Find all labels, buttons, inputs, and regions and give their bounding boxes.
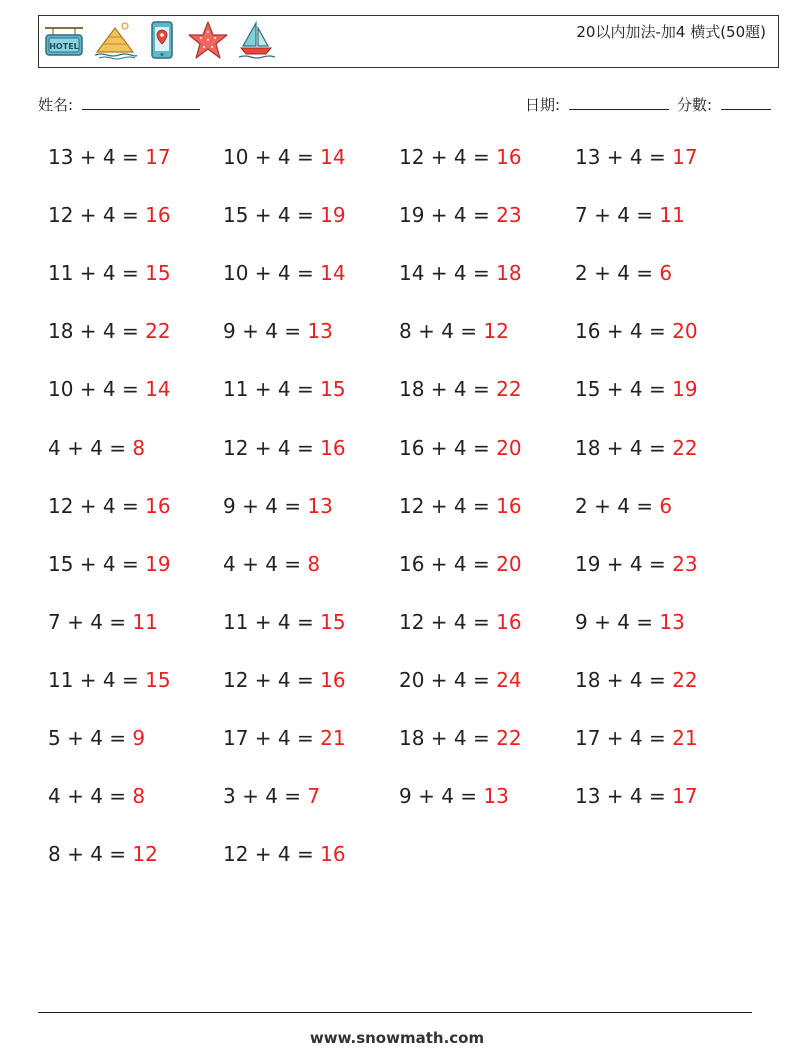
sailboat-icon bbox=[237, 20, 275, 60]
problem-question: 12 + 4 = bbox=[48, 203, 146, 228]
problem-item bbox=[223, 377, 346, 401]
problem-item bbox=[399, 668, 522, 692]
problem-answer: 16 bbox=[320, 435, 346, 460]
problem-answer: 14 bbox=[320, 145, 346, 169]
problem-item bbox=[575, 552, 698, 576]
problem-question: 11 + 4 = bbox=[223, 609, 321, 634]
problem-item bbox=[48, 552, 171, 576]
problem-answer: 8 bbox=[307, 551, 321, 576]
problem-answer: 8 bbox=[132, 784, 146, 809]
problem-item bbox=[575, 726, 698, 750]
problem-item bbox=[223, 552, 320, 576]
problem-item bbox=[575, 145, 698, 169]
problem-answer: 20 bbox=[496, 435, 522, 460]
problem-answer: 11 bbox=[659, 203, 685, 228]
problem-item bbox=[223, 726, 346, 750]
problem-answer: 8 bbox=[132, 435, 146, 460]
problem-question: 8 + 4 = bbox=[399, 319, 484, 344]
problem-item bbox=[223, 436, 346, 460]
problem-question: 12 + 4 = bbox=[223, 435, 321, 460]
problem-answer: 13 bbox=[483, 784, 509, 809]
problem-question: 16 + 4 = bbox=[575, 319, 673, 344]
problem-question: 4 + 4 = bbox=[48, 784, 133, 809]
problem-item bbox=[399, 436, 522, 460]
problem-answer: 14 bbox=[145, 377, 171, 402]
problem-answer: 6 bbox=[659, 261, 673, 286]
problem-answer: 16 bbox=[320, 667, 346, 692]
problem-question: 13 + 4 = bbox=[48, 145, 146, 169]
problem-answer: 19 bbox=[672, 377, 698, 402]
name-blank[interactable] bbox=[82, 96, 200, 110]
problem-question: 12 + 4 = bbox=[223, 667, 321, 692]
problem-question: 8 + 4 = bbox=[48, 842, 133, 867]
problem-question: 4 + 4 = bbox=[48, 435, 133, 460]
worksheet-header bbox=[38, 15, 779, 68]
problem-item bbox=[48, 261, 171, 285]
problem-answer: 22 bbox=[496, 377, 522, 402]
problem-item bbox=[575, 494, 672, 518]
problem-item bbox=[48, 377, 171, 401]
problem-answer: 19 bbox=[145, 551, 171, 576]
date-field bbox=[525, 94, 669, 115]
problem-answer: 15 bbox=[145, 667, 171, 692]
problem-answer: 9 bbox=[132, 726, 146, 750]
problem-answer: 22 bbox=[496, 726, 522, 750]
problem-question: 11 + 4 = bbox=[48, 667, 146, 692]
problem-item bbox=[223, 261, 346, 285]
problem-question: 11 + 4 = bbox=[223, 377, 321, 402]
problem-question: 15 + 4 = bbox=[48, 551, 146, 576]
problem-answer: 13 bbox=[307, 319, 333, 344]
problem-question: 10 + 4 = bbox=[223, 145, 321, 169]
date-label: 日期: bbox=[525, 96, 561, 114]
problem-question: 14 + 4 = bbox=[399, 261, 497, 286]
phone-location-icon bbox=[145, 20, 179, 60]
problem-item bbox=[48, 726, 145, 750]
problem-item bbox=[399, 203, 522, 227]
problem-item bbox=[399, 145, 522, 169]
problem-question: 18 + 4 = bbox=[575, 435, 673, 460]
problem-answer: 19 bbox=[320, 203, 346, 228]
problem-question: 16 + 4 = bbox=[399, 435, 497, 460]
problem-answer: 14 bbox=[320, 261, 346, 286]
problem-item bbox=[48, 842, 158, 866]
problem-item bbox=[223, 610, 346, 634]
problem-question: 9 + 4 = bbox=[223, 319, 308, 344]
problem-item bbox=[399, 784, 509, 808]
problem-question: 4 + 4 = bbox=[223, 551, 308, 576]
problem-answer: 20 bbox=[496, 551, 522, 576]
problem-question: 9 + 4 = bbox=[223, 493, 308, 518]
problem-question: 16 + 4 = bbox=[399, 551, 497, 576]
problem-item bbox=[399, 726, 522, 750]
problem-answer: 22 bbox=[672, 667, 698, 692]
problem-question: 17 + 4 = bbox=[575, 726, 673, 750]
name-label: 姓名: bbox=[38, 96, 74, 114]
problem-item bbox=[223, 203, 346, 227]
problem-question: 18 + 4 = bbox=[399, 377, 497, 402]
problem-item bbox=[48, 436, 145, 460]
problem-item bbox=[575, 319, 698, 343]
worksheet-title: 20以内加法-加4 横式(50題) bbox=[576, 23, 766, 41]
problem-question: 15 + 4 = bbox=[575, 377, 673, 402]
problem-item bbox=[399, 610, 522, 634]
problem-answer: 13 bbox=[659, 609, 685, 634]
problem-answer: 16 bbox=[496, 145, 522, 169]
problem-item bbox=[48, 610, 158, 634]
problem-question: 3 + 4 = bbox=[223, 784, 308, 809]
problem-item bbox=[399, 319, 509, 343]
footer-url: www.snowmath.com bbox=[309, 1029, 485, 1047]
problem-item bbox=[399, 377, 522, 401]
problem-question: 18 + 4 = bbox=[399, 726, 497, 750]
problem-question: 13 + 4 = bbox=[575, 784, 673, 809]
problem-question: 7 + 4 = bbox=[48, 609, 133, 634]
problem-answer: 16 bbox=[145, 493, 171, 518]
problem-question: 12 + 4 = bbox=[399, 145, 497, 169]
problem-answer: 15 bbox=[145, 261, 171, 286]
problem-answer: 12 bbox=[132, 842, 158, 867]
problem-item bbox=[575, 261, 672, 285]
problem-answer: 12 bbox=[483, 319, 509, 344]
problem-item bbox=[399, 261, 522, 285]
problem-item bbox=[575, 610, 685, 634]
problem-item bbox=[223, 145, 346, 169]
problem-answer: 16 bbox=[496, 493, 522, 518]
problem-question: 9 + 4 = bbox=[399, 784, 484, 809]
problem-item bbox=[48, 145, 171, 169]
problem-item bbox=[48, 784, 145, 808]
problem-question: 18 + 4 = bbox=[48, 319, 146, 344]
problem-question: 19 + 4 = bbox=[575, 551, 673, 576]
problem-question: 12 + 4 = bbox=[48, 493, 146, 518]
problem-question: 15 + 4 = bbox=[223, 203, 321, 228]
problem-answer: 15 bbox=[320, 377, 346, 402]
problem-answer: 21 bbox=[320, 726, 346, 750]
problem-question: 10 + 4 = bbox=[48, 377, 146, 402]
problem-answer: 6 bbox=[659, 493, 673, 518]
problem-question: 10 + 4 = bbox=[223, 261, 321, 286]
score-label: 分數: bbox=[677, 96, 713, 114]
problem-item bbox=[223, 668, 346, 692]
problem-answer: 17 bbox=[672, 784, 698, 809]
problem-question: 5 + 4 = bbox=[48, 726, 133, 750]
date-blank[interactable] bbox=[569, 96, 669, 110]
problem-question: 2 + 4 = bbox=[575, 261, 660, 286]
problem-answer: 16 bbox=[145, 203, 171, 228]
problem-answer: 20 bbox=[672, 319, 698, 344]
problem-item bbox=[223, 319, 333, 343]
problem-answer: 24 bbox=[496, 667, 522, 692]
footer-divider bbox=[38, 1012, 752, 1013]
problem-item bbox=[223, 494, 333, 518]
svg-text:HOTEL: HOTEL bbox=[49, 42, 79, 51]
problem-item bbox=[48, 494, 171, 518]
problem-item bbox=[48, 203, 171, 227]
problem-question: 13 + 4 = bbox=[575, 145, 673, 169]
problem-answer: 18 bbox=[496, 261, 522, 286]
problem-item bbox=[223, 784, 320, 808]
problem-item bbox=[575, 784, 698, 808]
problem-answer: 16 bbox=[320, 842, 346, 867]
problem-answer: 17 bbox=[672, 145, 698, 169]
problem-answer: 7 bbox=[307, 784, 321, 809]
pyramid-icon bbox=[93, 20, 137, 60]
score-field bbox=[677, 94, 771, 115]
problem-question: 2 + 4 = bbox=[575, 493, 660, 518]
score-blank[interactable] bbox=[721, 96, 771, 110]
problem-answer: 17 bbox=[145, 145, 171, 169]
problem-item bbox=[223, 842, 346, 866]
problem-answer: 11 bbox=[132, 609, 158, 634]
problem-item bbox=[575, 203, 685, 227]
problem-question: 11 + 4 = bbox=[48, 261, 146, 286]
problem-answer: 23 bbox=[496, 203, 522, 228]
problem-question: 7 + 4 = bbox=[575, 203, 660, 228]
problem-question: 18 + 4 = bbox=[575, 667, 673, 692]
problem-answer: 21 bbox=[672, 726, 698, 750]
hotel-sign-icon bbox=[43, 22, 85, 60]
problem-question: 9 + 4 = bbox=[575, 609, 660, 634]
problem-item bbox=[575, 436, 698, 460]
problem-item bbox=[399, 494, 522, 518]
problem-answer: 15 bbox=[320, 609, 346, 634]
problem-answer: 16 bbox=[496, 609, 522, 634]
name-field bbox=[38, 94, 200, 115]
problem-question: 20 + 4 = bbox=[399, 667, 497, 692]
problem-item bbox=[575, 377, 698, 401]
problem-item bbox=[48, 668, 171, 692]
problem-item bbox=[575, 668, 698, 692]
problem-answer: 13 bbox=[307, 493, 333, 518]
problem-question: 19 + 4 = bbox=[399, 203, 497, 228]
problem-question: 17 + 4 = bbox=[223, 726, 321, 750]
problem-question: 12 + 4 = bbox=[399, 493, 497, 518]
starfish-icon bbox=[187, 20, 229, 60]
problem-answer: 22 bbox=[672, 435, 698, 460]
problem-item bbox=[399, 552, 522, 576]
header-icons bbox=[43, 20, 275, 60]
problem-answer: 22 bbox=[145, 319, 171, 344]
problem-question: 12 + 4 = bbox=[399, 609, 497, 634]
problem-answer: 23 bbox=[672, 551, 698, 576]
problem-item bbox=[48, 319, 171, 343]
problem-question: 12 + 4 = bbox=[223, 842, 321, 867]
